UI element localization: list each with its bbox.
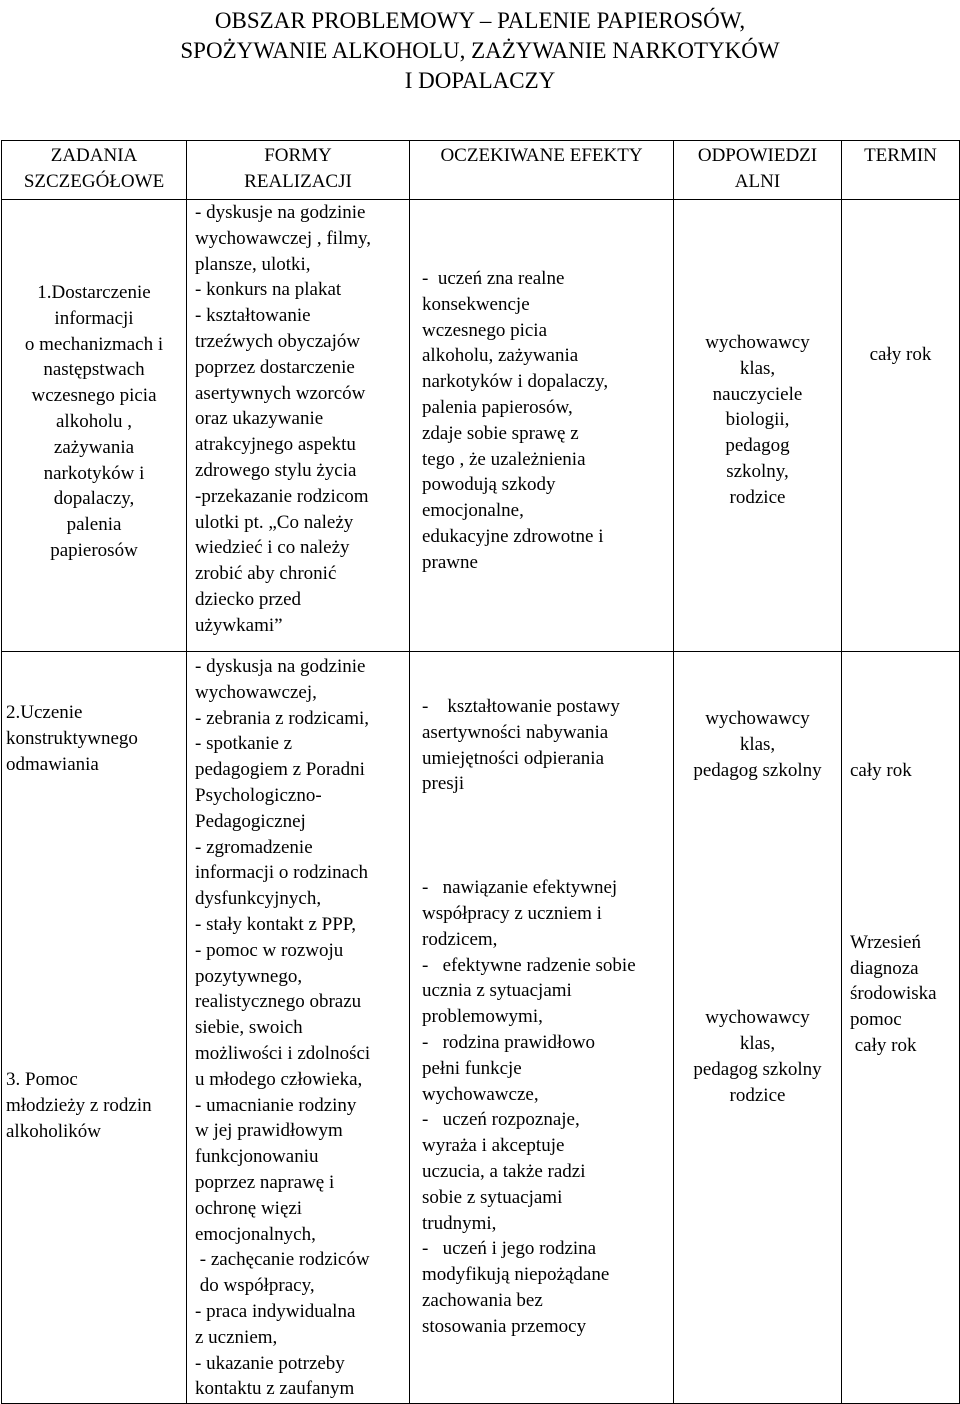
text-line: plansze, ulotki,	[195, 253, 311, 275]
text-line: - uczeń i jego rodzina	[422, 1238, 597, 1260]
text-line: narkotyków i	[43, 462, 145, 484]
text-line: - umacnianie rodziny	[195, 1094, 357, 1116]
text-line: wychowawcy	[705, 332, 810, 353]
text-line: -przekazanie rodzicom	[195, 485, 369, 507]
text-line: konstruktywnego	[6, 727, 138, 749]
cell-effects	[410, 200, 674, 652]
task-text	[6, 777, 186, 1144]
term-text	[842, 342, 959, 368]
header-responsible-line: ODPOWIEDZI	[697, 145, 818, 166]
text-line: klas,	[739, 357, 776, 379]
text-line: alkoholików	[6, 1120, 101, 1142]
text-line: - uczeń zna realne	[422, 268, 565, 289]
cell-responsible	[674, 652, 842, 1404]
header-term-line: TERMIN	[864, 145, 937, 166]
effects-text	[422, 200, 673, 576]
text-line: emocjonalnych,	[195, 1223, 316, 1245]
text-line: wychowawczej , filmy,	[195, 227, 372, 249]
effects-text	[422, 652, 673, 797]
text-line: realistycznego obrazu	[195, 991, 362, 1013]
cell-task	[2, 200, 187, 652]
text-line: tego , że uzależnienia	[422, 448, 586, 470]
text-line: papierosów	[50, 539, 138, 561]
text-line: poprzez dostarczenie	[195, 356, 355, 378]
text-line: - konkurs na plakat	[195, 279, 342, 301]
title-line-2: SPOŻYWANIE ALKOHOLU, ZAŻYWANIE NARKOTYKÓW	[180, 38, 780, 63]
header-forms-line: FORMY	[264, 145, 332, 166]
text-line: ucznia z sytuacjami	[422, 980, 572, 1002]
text-line: umiejętności odpierania	[422, 747, 605, 769]
text-line: 1.Dostarczenie	[37, 282, 151, 303]
text-line: cały rok	[850, 1034, 917, 1056]
text-line: siebie, swoich	[195, 1017, 303, 1039]
text-line: - uczeń rozpoznaje,	[422, 1109, 580, 1131]
text-line: emocjonalne,	[422, 500, 524, 522]
text-line: asertywności nabywania	[422, 721, 609, 743]
header-forms-line: REALIZACJI	[244, 170, 352, 192]
text-line: Pedagogicznej	[195, 810, 306, 832]
text-line: - zebrania z rodzicami,	[195, 707, 370, 729]
text-line: - stały kontakt z PPP,	[195, 913, 356, 935]
header-effects-line: OCZEKIWANE EFEKTY	[440, 145, 643, 166]
text-line: - praca indywidualna	[195, 1300, 356, 1322]
text-line: diagnoza	[850, 957, 919, 979]
text-line: uczucia, a także radzi	[422, 1160, 586, 1182]
text-line: rodzicem,	[422, 928, 498, 950]
text-line: wyraża i akceptuje	[422, 1135, 565, 1157]
text-line: następstwach	[43, 359, 145, 381]
header-responsible	[674, 141, 842, 200]
responsible-text	[674, 652, 841, 783]
text-line: wczesnego picia	[31, 385, 157, 407]
text-line: współpracy z uczniem i	[422, 902, 602, 924]
term-text	[850, 784, 959, 1059]
text-line: sobie z sytuacjami	[422, 1186, 563, 1208]
text-line: - efektywne radzenie sobie	[422, 954, 636, 976]
text-line: funkcjonowaniu	[195, 1146, 319, 1168]
text-line: pozytywnego,	[195, 965, 303, 987]
task-text	[2, 280, 186, 564]
table-row	[2, 652, 960, 1404]
text-line: narkotyków i dopalaczy,	[422, 371, 609, 393]
text-line: u młodego człowieka,	[195, 1068, 363, 1090]
text-line: alkoholu ,	[56, 410, 132, 432]
text-line: 3. Pomoc	[6, 1069, 78, 1091]
text-line: klas,	[739, 733, 776, 755]
text-line: - nawiązanie efektywnej	[422, 877, 618, 899]
text-line: szkolny,	[726, 460, 789, 482]
text-line: wczesnego picia	[422, 319, 548, 341]
text-line: pomoc	[850, 1009, 902, 1031]
text-line: Psychologiczno-	[195, 784, 322, 806]
text-line: - zgromadzenie	[195, 836, 313, 858]
term-text	[850, 652, 959, 784]
text-line: ulotki pt. „Co należy	[195, 511, 354, 533]
page-title	[0, 6, 960, 96]
text-line: poprzez naprawę i	[195, 1171, 335, 1193]
text-line: stosowania przemocy	[422, 1315, 587, 1337]
text-line: zdrowego stylu życia	[195, 459, 357, 481]
cell-responsible	[674, 200, 842, 652]
text-line: - kształtowanie	[195, 305, 311, 327]
text-line: asertywnych wzorców	[195, 382, 366, 404]
text-line: prawne	[422, 551, 478, 573]
text-line: 2.Uczenie	[6, 702, 83, 723]
cell-term	[842, 652, 960, 1404]
text-line: modyfikują niepożądane	[422, 1264, 610, 1286]
text-line: zrobić aby chronić	[195, 563, 337, 585]
header-tasks	[2, 141, 187, 200]
table-header-row	[2, 141, 960, 200]
title-line-1: OBSZAR PROBLEMOWY – PALENIE PAPIEROSÓW,	[214, 8, 746, 33]
text-line: pedagog szkolny	[693, 759, 822, 781]
title-line-3: I DOPALACZY	[404, 68, 556, 93]
text-line: wiedzieć i co należy	[195, 537, 350, 559]
text-line: pedagog szkolny	[693, 1058, 822, 1080]
text-line: - rodzina prawidłowo	[422, 1031, 596, 1053]
text-line: pedagogiem z Poradni	[195, 759, 365, 781]
text-line: używkami”	[195, 614, 283, 636]
text-line: do współpracy,	[195, 1275, 315, 1297]
text-line: zażywania	[53, 436, 135, 458]
forms-text	[195, 200, 409, 639]
text-line: wychowawcze,	[422, 1083, 539, 1105]
text-line: edukacyjne zdrowotne i	[422, 525, 604, 547]
text-line: ochronę więzi	[195, 1197, 303, 1219]
header-responsible-line: ALNI	[734, 170, 781, 192]
text-line: atrakcyjnego aspektu	[195, 434, 356, 456]
text-line: rodzice	[729, 1084, 786, 1106]
text-line: dopalaczy,	[53, 488, 135, 510]
text-line: trudnymi,	[422, 1212, 497, 1234]
text-line: presji	[422, 773, 465, 795]
responsible-text	[674, 783, 841, 1108]
text-line: trzeźwych obyczajów	[195, 330, 361, 352]
text-line: odmawiania	[6, 753, 99, 775]
text-line: cały rok	[869, 344, 932, 365]
text-line: młodzieży z rodzin	[6, 1095, 152, 1117]
text-line: konsekwencje	[422, 293, 530, 315]
text-line: z uczniem,	[195, 1326, 278, 1348]
text-line: alkoholu, zażywania	[422, 345, 579, 367]
text-line: informacji o rodzinach	[195, 862, 369, 884]
text-line: dziecko przed	[195, 588, 302, 610]
text-line: wychowawcy	[705, 1007, 810, 1029]
text-line: wychowawcy	[705, 708, 810, 729]
text-line: środowiska	[850, 983, 937, 1005]
text-line: - dyskusje na godzinie	[195, 202, 366, 223]
text-line: powodują szkody	[422, 474, 556, 496]
text-line: nauczyciele	[712, 383, 803, 405]
text-line: pełni funkcje	[422, 1057, 522, 1079]
text-line: - kształtowanie postawy	[422, 696, 620, 717]
text-line: informacji	[54, 307, 134, 329]
text-line: kontaktu z zaufanym	[195, 1378, 355, 1400]
forms-text	[195, 652, 409, 1402]
text-line: o mechanizmach i	[24, 333, 164, 355]
plan-table	[1, 140, 960, 1404]
task-text	[6, 652, 186, 777]
header-tasks-line: ZADANIA	[50, 145, 138, 166]
cell-forms	[187, 200, 410, 652]
text-line: - spotkanie z	[195, 733, 293, 755]
text-line: - ukazanie potrzeby	[195, 1352, 345, 1374]
text-line: - zachęcanie rodziców	[195, 1249, 370, 1271]
header-tasks-line: SZCZEGÓŁOWE	[23, 170, 165, 192]
text-line: oraz ukazywanie	[195, 408, 324, 430]
text-line: - pomoc w rozwoju	[195, 939, 344, 961]
text-line: palenia	[66, 514, 122, 536]
cell-term	[842, 200, 960, 652]
text-line: Wrzesień	[850, 931, 921, 953]
text-line: cały rok	[850, 760, 912, 781]
text-line: rodzice	[729, 486, 786, 508]
text-line: wychowawczej,	[195, 681, 317, 703]
cell-task	[2, 652, 187, 1404]
cell-forms	[187, 652, 410, 1404]
header-term	[842, 141, 960, 200]
text-line: palenia papierosów,	[422, 396, 573, 418]
table-row	[2, 200, 960, 652]
text-line: pedagog	[725, 435, 790, 457]
header-forms	[187, 141, 410, 200]
cell-effects	[410, 652, 674, 1404]
responsible-text	[674, 330, 841, 511]
text-line: dysfunkcyjnych,	[195, 888, 322, 910]
text-line: - dyskusja na godzinie	[195, 656, 366, 677]
text-line: biologii,	[725, 409, 790, 431]
text-line: problemowymi,	[422, 1006, 543, 1028]
text-line: klas,	[739, 1033, 776, 1055]
text-line: możliwości i zdolności	[195, 1042, 371, 1064]
text-line: zdaje sobie sprawę z	[422, 422, 579, 444]
header-effects	[410, 141, 674, 200]
text-line: zachowania bez	[422, 1289, 543, 1311]
effects-text	[422, 797, 673, 1339]
text-line: w jej prawidłowym	[195, 1120, 343, 1142]
